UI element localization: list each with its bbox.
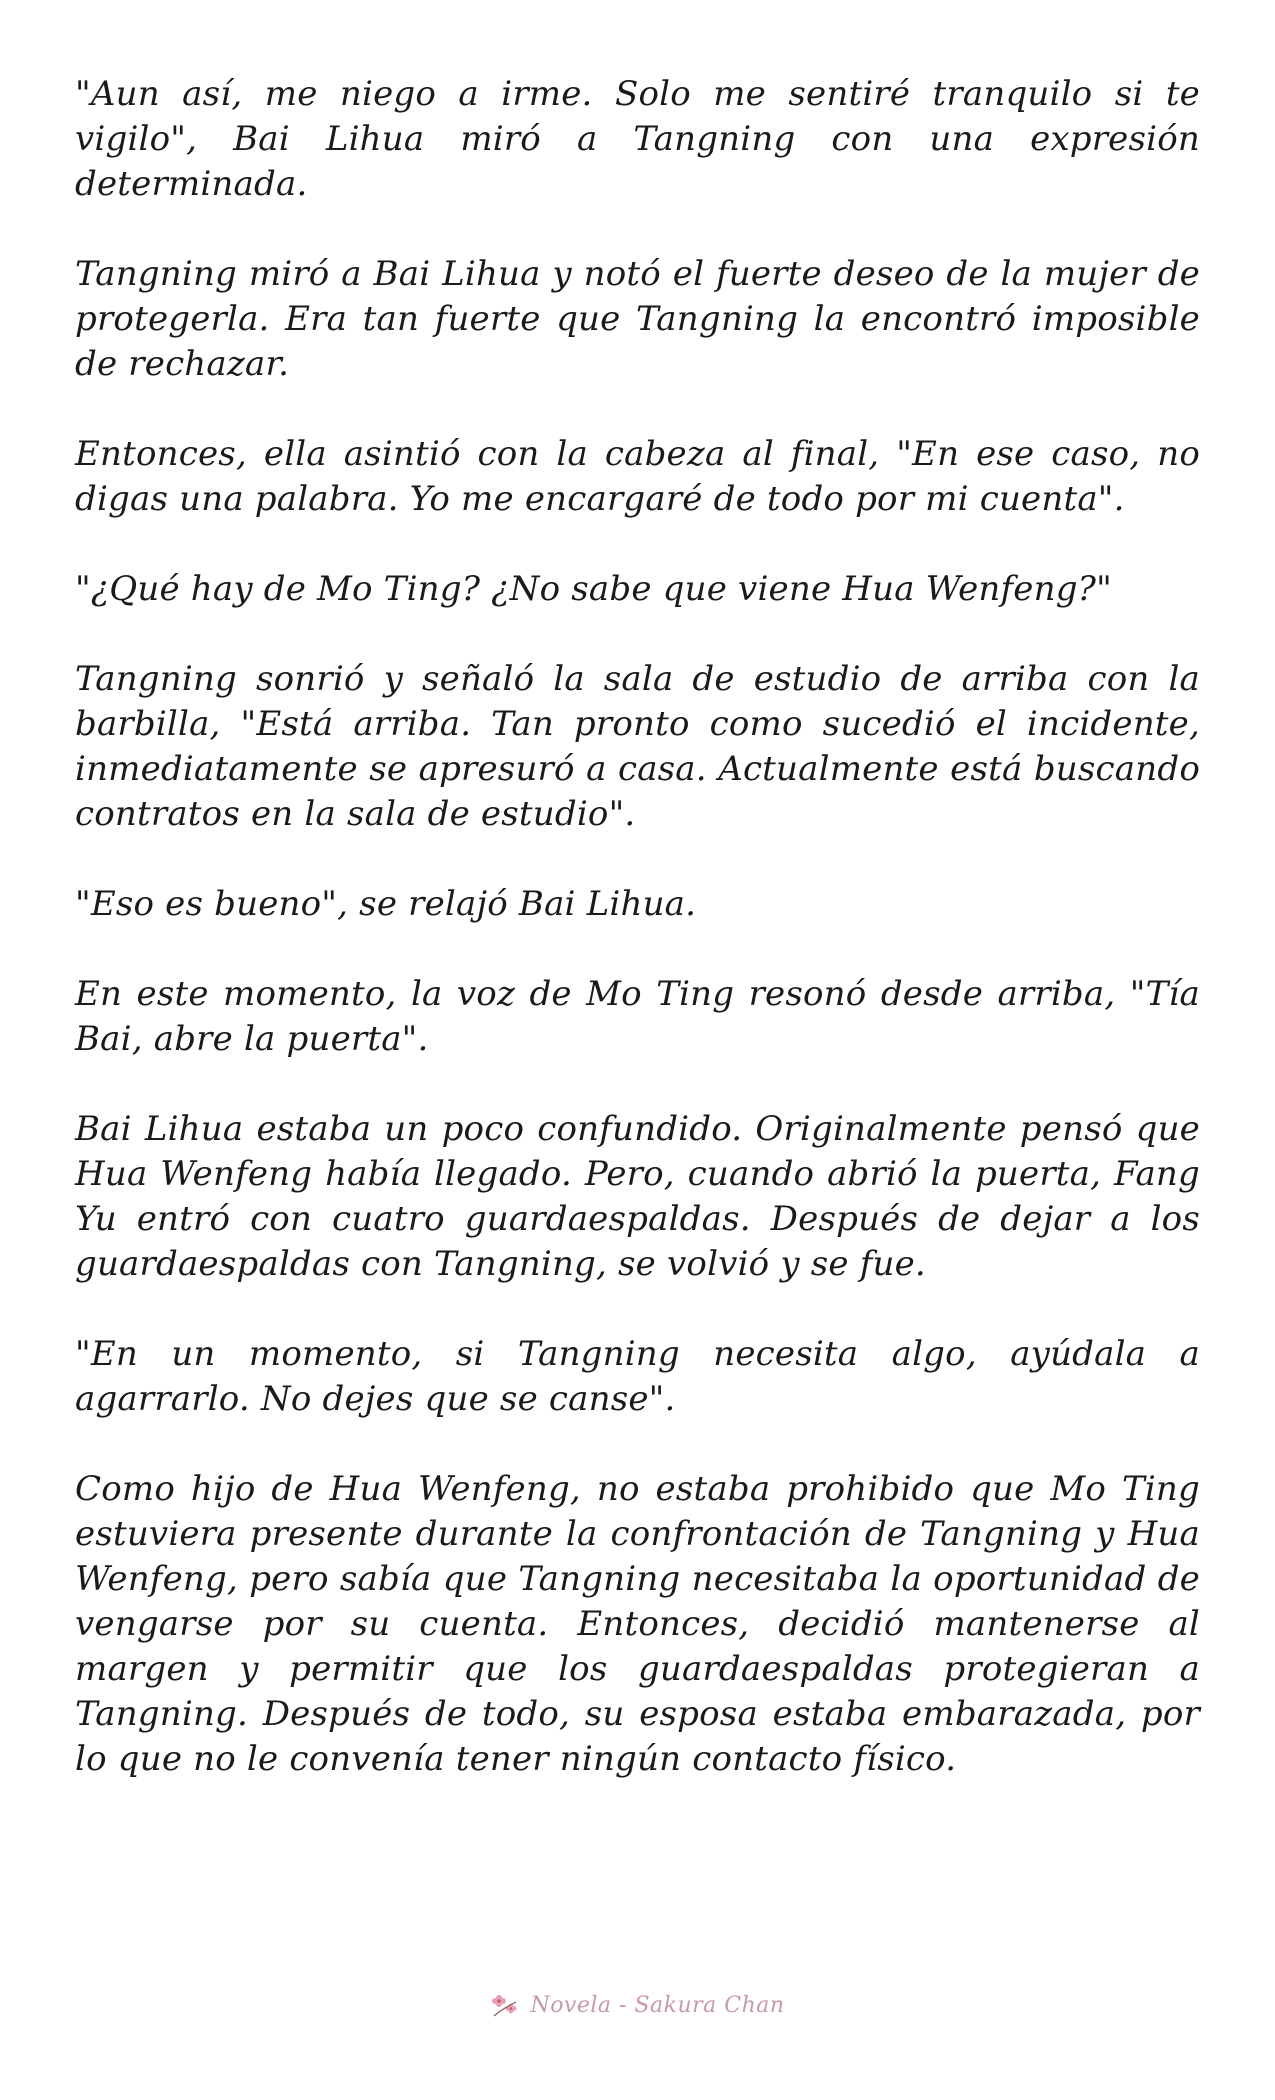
paragraph-4: "¿Qué hay de Mo Ting? ¿No sabe que viene Hua Wenfeng?" — [75, 569, 1112, 609]
paragraph-6: "Eso es bueno", se relajó Bai Lihua. — [75, 884, 697, 924]
paragraph-3: Entonces, ella asintió con la cabeza al final, "En ese caso, no digas una palabra. Yo me encargaré de todo por mi cuenta". — [75, 434, 1200, 519]
sakura-flower-icon — [490, 1992, 520, 2018]
paragraph-1: "Aun así, me niego a irme. Solo me sentiré tranquilo si te vigilo", Bai Lihua miró a Tangning con una expresión determinada. — [75, 74, 1200, 204]
paragraph-8: Bai Lihua estaba un poco confundido. Originalmente pensó que Hua Wenfeng había llegado. Pero, cuando abrió la puerta, Fang Yu entró con cuatro guardaespaldas. Después de dejar a los guardaespaldas con Tangning, se volvió y se fue. — [75, 1109, 1200, 1284]
paragraph-5: Tangning sonrió y señaló la sala de estudio de arriba con la barbilla, "Está arriba. Tan pronto como sucedió el incidente, inmediatamente se apresuró a casa. Actualmente está buscando contratos en la sala de estudio". — [75, 659, 1200, 834]
paragraph-9: "En un momento, si Tangning necesita algo, ayúdala a agarrarlo. No dejes que se canse". — [75, 1334, 1200, 1419]
paragraph-2: Tangning miró a Bai Lihua y notó el fuerte deseo de la mujer de protegerla. Era tan fuerte que Tangning la encontró imposible de rechazar. — [75, 254, 1200, 384]
watermark-text: Novela - Sakura Chan — [530, 1992, 785, 2018]
watermark — [0, 1992, 1275, 2018]
chapter-text — [75, 72, 1200, 1827]
paragraph-7: En este momento, la voz de Mo Ting resonó desde arriba, "Tía Bai, abre la puerta". — [75, 974, 1200, 1059]
paragraph-10: Como hijo de Hua Wenfeng, no estaba prohibido que Mo Ting estuviera presente durante la confrontación de Tangning y Hua Wenfeng, pero sabía que Tangning necesitaba la oportunidad de vengarse por su cuenta. Entonces, decidió mantenerse al margen y permitir que los guardaespaldas protegieran a Tangning. Después de todo, su esposa estaba embarazada, por lo que no le convenía tener ningún contacto físico. — [75, 1469, 1200, 1779]
